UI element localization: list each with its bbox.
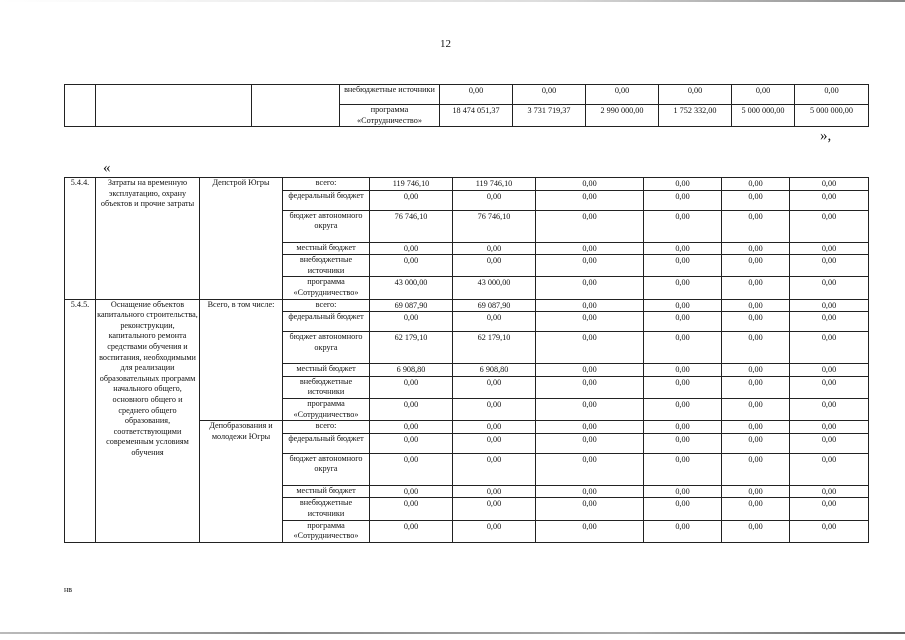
value-cell: 5 000 000,00: [795, 105, 869, 127]
value-cell: 0,00: [790, 376, 869, 398]
source-label: бюджет автономного округа: [283, 453, 370, 485]
table-row: [65, 178, 869, 191]
value-cell: 0,00: [722, 332, 790, 364]
value-cell: 0,00: [370, 190, 453, 210]
source-label: местный бюджет: [283, 242, 370, 255]
value-cell: 62 179,10: [370, 332, 453, 364]
value-cell: 0,00: [536, 498, 644, 520]
value-cell: 2 990 000,00: [586, 105, 659, 127]
value-cell: 0,00: [722, 433, 790, 453]
value-cell: 0,00: [644, 433, 722, 453]
value-cell: 69 087,90: [453, 299, 536, 312]
value-cell: 0,00: [453, 312, 536, 332]
value-cell: 0,00: [536, 453, 644, 485]
value-cell: 0,00: [790, 421, 869, 434]
value-cell: 0,00: [790, 178, 869, 191]
executor-cell: [252, 85, 340, 127]
value-cell: 0,00: [795, 85, 869, 105]
value-cell: 0,00: [644, 376, 722, 398]
value-cell: 0,00: [370, 242, 453, 255]
value-cell: 0,00: [644, 485, 722, 498]
value-cell: 76 746,10: [370, 210, 453, 242]
value-cell: 0,00: [370, 433, 453, 453]
value-cell: 0,00: [790, 242, 869, 255]
value-cell: 0,00: [732, 85, 795, 105]
value-cell: 0,00: [536, 277, 644, 299]
item-title: Оснащение объектов капитального строительства, реконструкции, капитального ремонта средствами обучения и воспитания, необходимыми для реализации образовательных программ начального общего, основного общего и среднего общего образования, соответствующими современным условиям обучения: [96, 299, 200, 542]
value-cell: 6 908,80: [453, 364, 536, 377]
footer-initials: нв: [64, 585, 73, 594]
value-cell: 0,00: [722, 398, 790, 420]
value-cell: 1 752 332,00: [659, 105, 732, 127]
source-label: программа «Сотрудничество»: [340, 105, 440, 127]
value-cell: 0,00: [536, 398, 644, 420]
value-cell: 3 731 719,37: [513, 105, 586, 127]
value-cell: 5 000 000,00: [732, 105, 795, 127]
value-cell: 0,00: [536, 520, 644, 542]
budget-table-main: [64, 177, 869, 543]
item-5-4-5: [65, 299, 869, 542]
title-cell: [96, 85, 252, 127]
value-cell: 0,00: [644, 312, 722, 332]
value-cell: 0,00: [722, 299, 790, 312]
value-cell: 0,00: [644, 332, 722, 364]
value-cell: 0,00: [370, 520, 453, 542]
source-label: бюджет автономного округа: [283, 210, 370, 242]
source-label: местный бюджет: [283, 485, 370, 498]
value-cell: 0,00: [644, 277, 722, 299]
value-cell: 0,00: [453, 453, 536, 485]
value-cell: 0,00: [722, 520, 790, 542]
value-cell: 0,00: [644, 421, 722, 434]
value-cell: 0,00: [453, 376, 536, 398]
source-label: программа «Сотрудничество»: [283, 277, 370, 299]
source-label: внебюджетные источники: [283, 376, 370, 398]
value-cell: 0,00: [790, 332, 869, 364]
value-cell: 0,00: [644, 210, 722, 242]
value-cell: 0,00: [536, 364, 644, 377]
value-cell: 0,00: [370, 255, 453, 277]
table-row: [65, 299, 869, 312]
value-cell: 0,00: [453, 421, 536, 434]
value-cell: 0,00: [790, 210, 869, 242]
value-cell: 0,00: [722, 376, 790, 398]
value-cell: 0,00: [644, 498, 722, 520]
value-cell: 0,00: [644, 520, 722, 542]
value-cell: 0,00: [790, 255, 869, 277]
closing-quote: »,: [820, 128, 832, 144]
value-cell: 119 746,10: [453, 178, 536, 191]
item-executor: Депобразования и молодежи Югры: [200, 421, 283, 543]
value-cell: 0,00: [370, 421, 453, 434]
code-cell: [65, 85, 96, 127]
value-cell: 0,00: [536, 242, 644, 255]
source-label: всего:: [283, 178, 370, 191]
value-cell: 0,00: [644, 299, 722, 312]
item-title: Затраты на временную эксплуатацию, охрану объектов и прочие затраты: [96, 178, 200, 300]
budget-table-continuation: [64, 84, 869, 127]
scan-edge-bottom: [0, 632, 905, 634]
value-cell: 0,00: [790, 498, 869, 520]
value-cell: 0,00: [722, 178, 790, 191]
value-cell: 0,00: [722, 312, 790, 332]
value-cell: 0,00: [644, 398, 722, 420]
value-cell: 0,00: [536, 421, 644, 434]
value-cell: 0,00: [453, 520, 536, 542]
value-cell: 0,00: [644, 255, 722, 277]
opening-quote: «: [103, 160, 111, 176]
value-cell: 0,00: [722, 242, 790, 255]
value-cell: 69 087,90: [370, 299, 453, 312]
source-label: всего:: [283, 299, 370, 312]
value-cell: 0,00: [790, 277, 869, 299]
value-cell: 76 746,10: [453, 210, 536, 242]
value-cell: 0,00: [453, 498, 536, 520]
value-cell: 0,00: [644, 453, 722, 485]
source-label: всего:: [283, 421, 370, 434]
value-cell: 0,00: [722, 485, 790, 498]
scan-edge-top: [0, 0, 905, 2]
value-cell: 0,00: [722, 190, 790, 210]
value-cell: 0,00: [536, 312, 644, 332]
source-label: внебюджетные источники: [340, 85, 440, 105]
value-cell: 0,00: [453, 398, 536, 420]
value-cell: 0,00: [536, 299, 644, 312]
source-label: федеральный бюджет: [283, 190, 370, 210]
value-cell: 62 179,10: [453, 332, 536, 364]
value-cell: 0,00: [440, 85, 513, 105]
value-cell: 0,00: [644, 364, 722, 377]
value-cell: 0,00: [586, 85, 659, 105]
value-cell: 0,00: [453, 433, 536, 453]
page-number: 12: [440, 38, 451, 50]
source-label: бюджет автономного округа: [283, 332, 370, 364]
value-cell: 0,00: [722, 453, 790, 485]
value-cell: 0,00: [536, 332, 644, 364]
value-cell: 0,00: [790, 190, 869, 210]
item-code: 5.4.4.: [65, 178, 96, 300]
value-cell: 0,00: [370, 498, 453, 520]
value-cell: 0,00: [644, 242, 722, 255]
value-cell: 43 000,00: [370, 277, 453, 299]
item-executor: Всего, в том числе:: [200, 299, 283, 421]
value-cell: 0,00: [370, 398, 453, 420]
value-cell: 0,00: [722, 277, 790, 299]
value-cell: 0,00: [453, 242, 536, 255]
source-label: программа «Сотрудничество»: [283, 398, 370, 420]
value-cell: 0,00: [453, 255, 536, 277]
value-cell: 0,00: [536, 178, 644, 191]
item-code: 5.4.5.: [65, 299, 96, 542]
value-cell: 0,00: [790, 453, 869, 485]
value-cell: 0,00: [790, 299, 869, 312]
value-cell: 0,00: [790, 485, 869, 498]
value-cell: 0,00: [370, 312, 453, 332]
value-cell: 0,00: [453, 485, 536, 498]
value-cell: 6 908,80: [370, 364, 453, 377]
source-label: федеральный бюджет: [283, 433, 370, 453]
value-cell: 0,00: [536, 210, 644, 242]
source-label: внебюджетные источники: [283, 498, 370, 520]
value-cell: 0,00: [790, 312, 869, 332]
source-label: программа «Сотрудничество»: [283, 520, 370, 542]
table-row: [65, 85, 869, 105]
value-cell: 0,00: [790, 520, 869, 542]
value-cell: 43 000,00: [453, 277, 536, 299]
value-cell: 0,00: [513, 85, 586, 105]
value-cell: 119 746,10: [370, 178, 453, 191]
value-cell: 0,00: [644, 190, 722, 210]
value-cell: 0,00: [536, 485, 644, 498]
value-cell: 0,00: [453, 190, 536, 210]
value-cell: 0,00: [659, 85, 732, 105]
value-cell: 0,00: [722, 498, 790, 520]
value-cell: 0,00: [536, 376, 644, 398]
value-cell: 0,00: [536, 433, 644, 453]
source-label: местный бюджет: [283, 364, 370, 377]
value-cell: 0,00: [790, 398, 869, 420]
value-cell: 0,00: [644, 178, 722, 191]
value-cell: 0,00: [790, 364, 869, 377]
source-label: федеральный бюджет: [283, 312, 370, 332]
item-executor: Депстрой Югры: [200, 178, 283, 300]
value-cell: 0,00: [790, 433, 869, 453]
item-5-4-4: [65, 178, 869, 300]
value-cell: 0,00: [370, 485, 453, 498]
value-cell: 0,00: [536, 190, 644, 210]
value-cell: 0,00: [722, 210, 790, 242]
value-cell: 0,00: [370, 376, 453, 398]
value-cell: 18 474 051,37: [440, 105, 513, 127]
value-cell: 0,00: [370, 453, 453, 485]
value-cell: 0,00: [722, 364, 790, 377]
value-cell: 0,00: [722, 255, 790, 277]
source-label: внебюджетные источники: [283, 255, 370, 277]
value-cell: 0,00: [536, 255, 644, 277]
value-cell: 0,00: [722, 421, 790, 434]
